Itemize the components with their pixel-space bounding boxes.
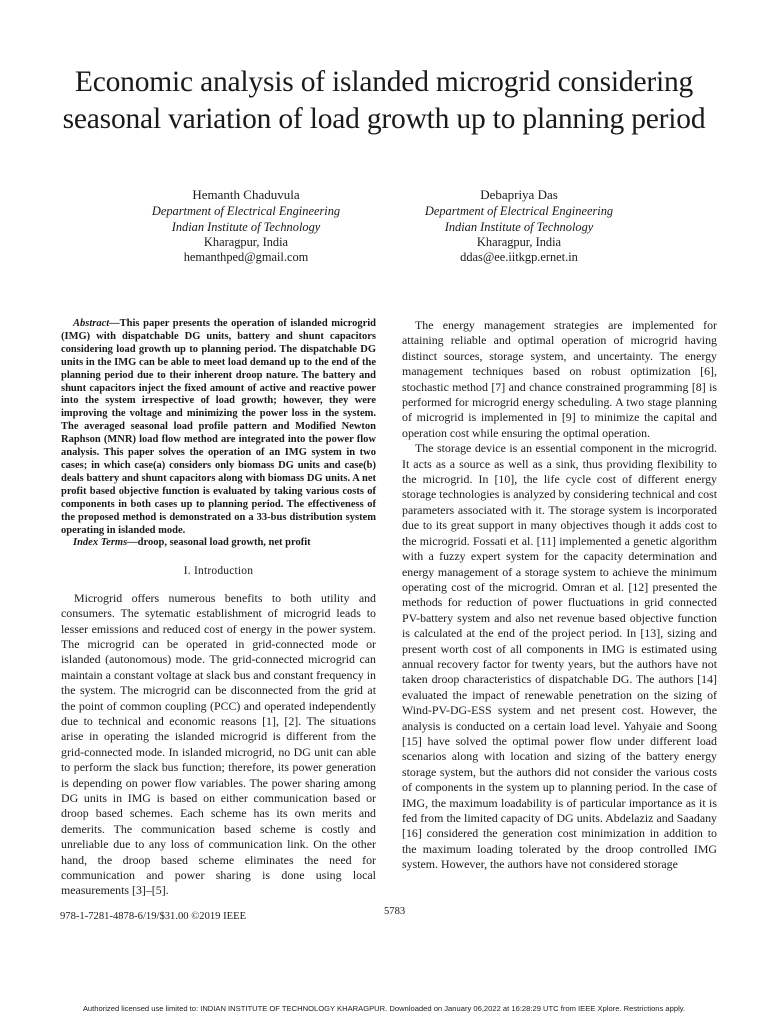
intro-paragraph: Microgrid offers numerous benefits to both utility and consumers. The sytematic establishment of microgrid leads to lesser emissions and reduced cost of energy in the power system. The microgrid can be operated in grid-connected mode or islanded (autonomous) mode. The grid-connected microgrid can maintain a constant voltage at slack bus and constant frequency in the system. The microgrid can be disconnected from the grid at the point of common coupling (PCC) and operated independently due to technical and economic reasons [1], [2]. The situations arise in operating the islanded microgrid is different from the grid-connected mode. In islanded microgrid, no DG unit can able to perform the slack bus function; therefore, its power generation is depending on power flow variables. The power sharing among DG units in IMG is based on either communication based or droop based schemes. Each scheme has its own merits and demerits. The communication based scheme is costly and unreliable due to any loss of communication link. On the other hand, the droop based scheme eliminates the need for communication and power sharing is done using local measurements [3]–[5].: [61, 590, 376, 898]
author-email: hemanthped@gmail.com: [183, 250, 309, 265]
paper-title: Economic analysis of islanded microgrid considering seasonal variation of load growth up to planning period: [62, 66, 706, 135]
page-number: 5783: [384, 906, 406, 917]
isbn-copyright: 978-1-7281-4878-6/19/$31.00 ©2019 IEEE: [60, 911, 247, 922]
author-name: Debapriya Das: [480, 187, 558, 202]
author-name: Hemanth Chaduvula: [192, 187, 300, 202]
right-paragraph-2: The storage device is an essential component in the microgrid. It acts as a source as well as a sink, thus providing flexibility to the microgrid. In [10], the life cycle cost of different energy storage technologies is analyzed by considering technical and cost parameters associated with it. The storage system is incorporated due to its great support in many objectives though it adds cost to the microgrid. Fossati et al. [11] implemented a genetic algorithm with a fuzzy expert system for the capacity determination and energy management of a storage system to achieve the minimum operating cost of the microgrid. Omran et al. [12] presented the methods for reduction of power fluctuations in grid connected PV-battery system and also net revenue based objective function is calculated at the end of the project period. In [13], sizing and present worth cost of all components in IMG is estimated using annual recovery factor for twenty years, but the authors have not taken droop characteristics of dispatchable DG. The authors [14] evaluated the impact of renewable penetration on the sizing of Wind-PV-DG-ESS system and net present cost. However, the analysis is conducted on a certain load level. Yahyaie and Soong [15] have solved the optimal power flow under different load scenarios along with location and sizing of the battery energy storage system, but the authors did not consider the various costs of components in the system up to planning period. In the case of IMG, the maximum loadability is of particular importance as it is fed from the limited capacity of DG units. Abdelaziz and Saadany [16] considered the generation cost minimization in addition to the maximum loading tolerated by the droop controlled IMG system. However, the authors have not considered storage: [402, 441, 717, 872]
right-paragraph-1: The energy management strategies are implemented for attaining reliable and optimal operation of microgrid having distinct sources, storage system, and uncertainty. The energy management techniques based on robust optimization [6], stochastic method [7] and chance constrained programming [8] is performed for microgrid energy scheduling. A two stage planning of microgrid is implemented in [9] to minimize the capital and operation cost while ensuring the optimal operation.: [402, 318, 717, 440]
right-column: [402, 318, 717, 873]
author-location: Kharagpur, India: [476, 234, 562, 249]
abstract-text: —This paper presents the operation of islanded microgrid (IMG) with dispatchable DG units, battery and shunt capacitors considering load growth up to planning period. The dispatchable DG units in the IMG can be able to meet load demand up to the end of the planning period due to their inherent droop nature. The battery and shunt capacitors inject the fixed amount of active and reactive power into the system irrespective of load growth; however, they were improving the voltage and minimizing the power loss in the system. The averaged seasonal load profile pattern and Modified Newton Raphson (MNR) load flow method are integrated into the power flow analysis. This paper solves the operation of an IMG system in two cases; in which case(a) considers only biomass DG units and case(b) deals battery and shunt capacitors along with biomass DG units. A net profit based objective function is evaluated by taking various costs of components in both cases up to planning period. The effectiveness of the proposed method is demonstrated on a 33-bus distribution system operating in islanded mode.: [61, 318, 376, 536]
section-heading: I. Introduction: [183, 565, 254, 578]
abstract: [61, 318, 376, 537]
author-block-1: [96, 187, 396, 265]
author-department: Department of Electrical Engineering: [424, 204, 614, 219]
abstract-label: Abstract: [73, 318, 110, 329]
author-institute: Indian Institute of Technology: [444, 219, 594, 234]
left-column: [61, 318, 376, 899]
index-terms: [61, 537, 376, 550]
index-terms-text: —droop, seasonal load growth, net profit: [127, 537, 311, 549]
author-institute: Indian Institute of Technology: [171, 219, 321, 234]
license-note: Authorized licensed use limited to: INDIAN INSTITUTE OF TECHNOLOGY KHARAGPUR. Downloaded on January 06,2022 at 16:28:29 UTC from IEEE Xplore. Restrictions apply.: [82, 1004, 686, 1013]
author-department: Department of Electrical Engineering: [151, 204, 341, 219]
index-terms-label: Index Terms: [73, 537, 128, 549]
author-location: Kharagpur, India: [203, 234, 289, 249]
author-email: ddas@ee.iitkgp.ernet.in: [460, 250, 578, 265]
author-block-2: [369, 187, 669, 265]
